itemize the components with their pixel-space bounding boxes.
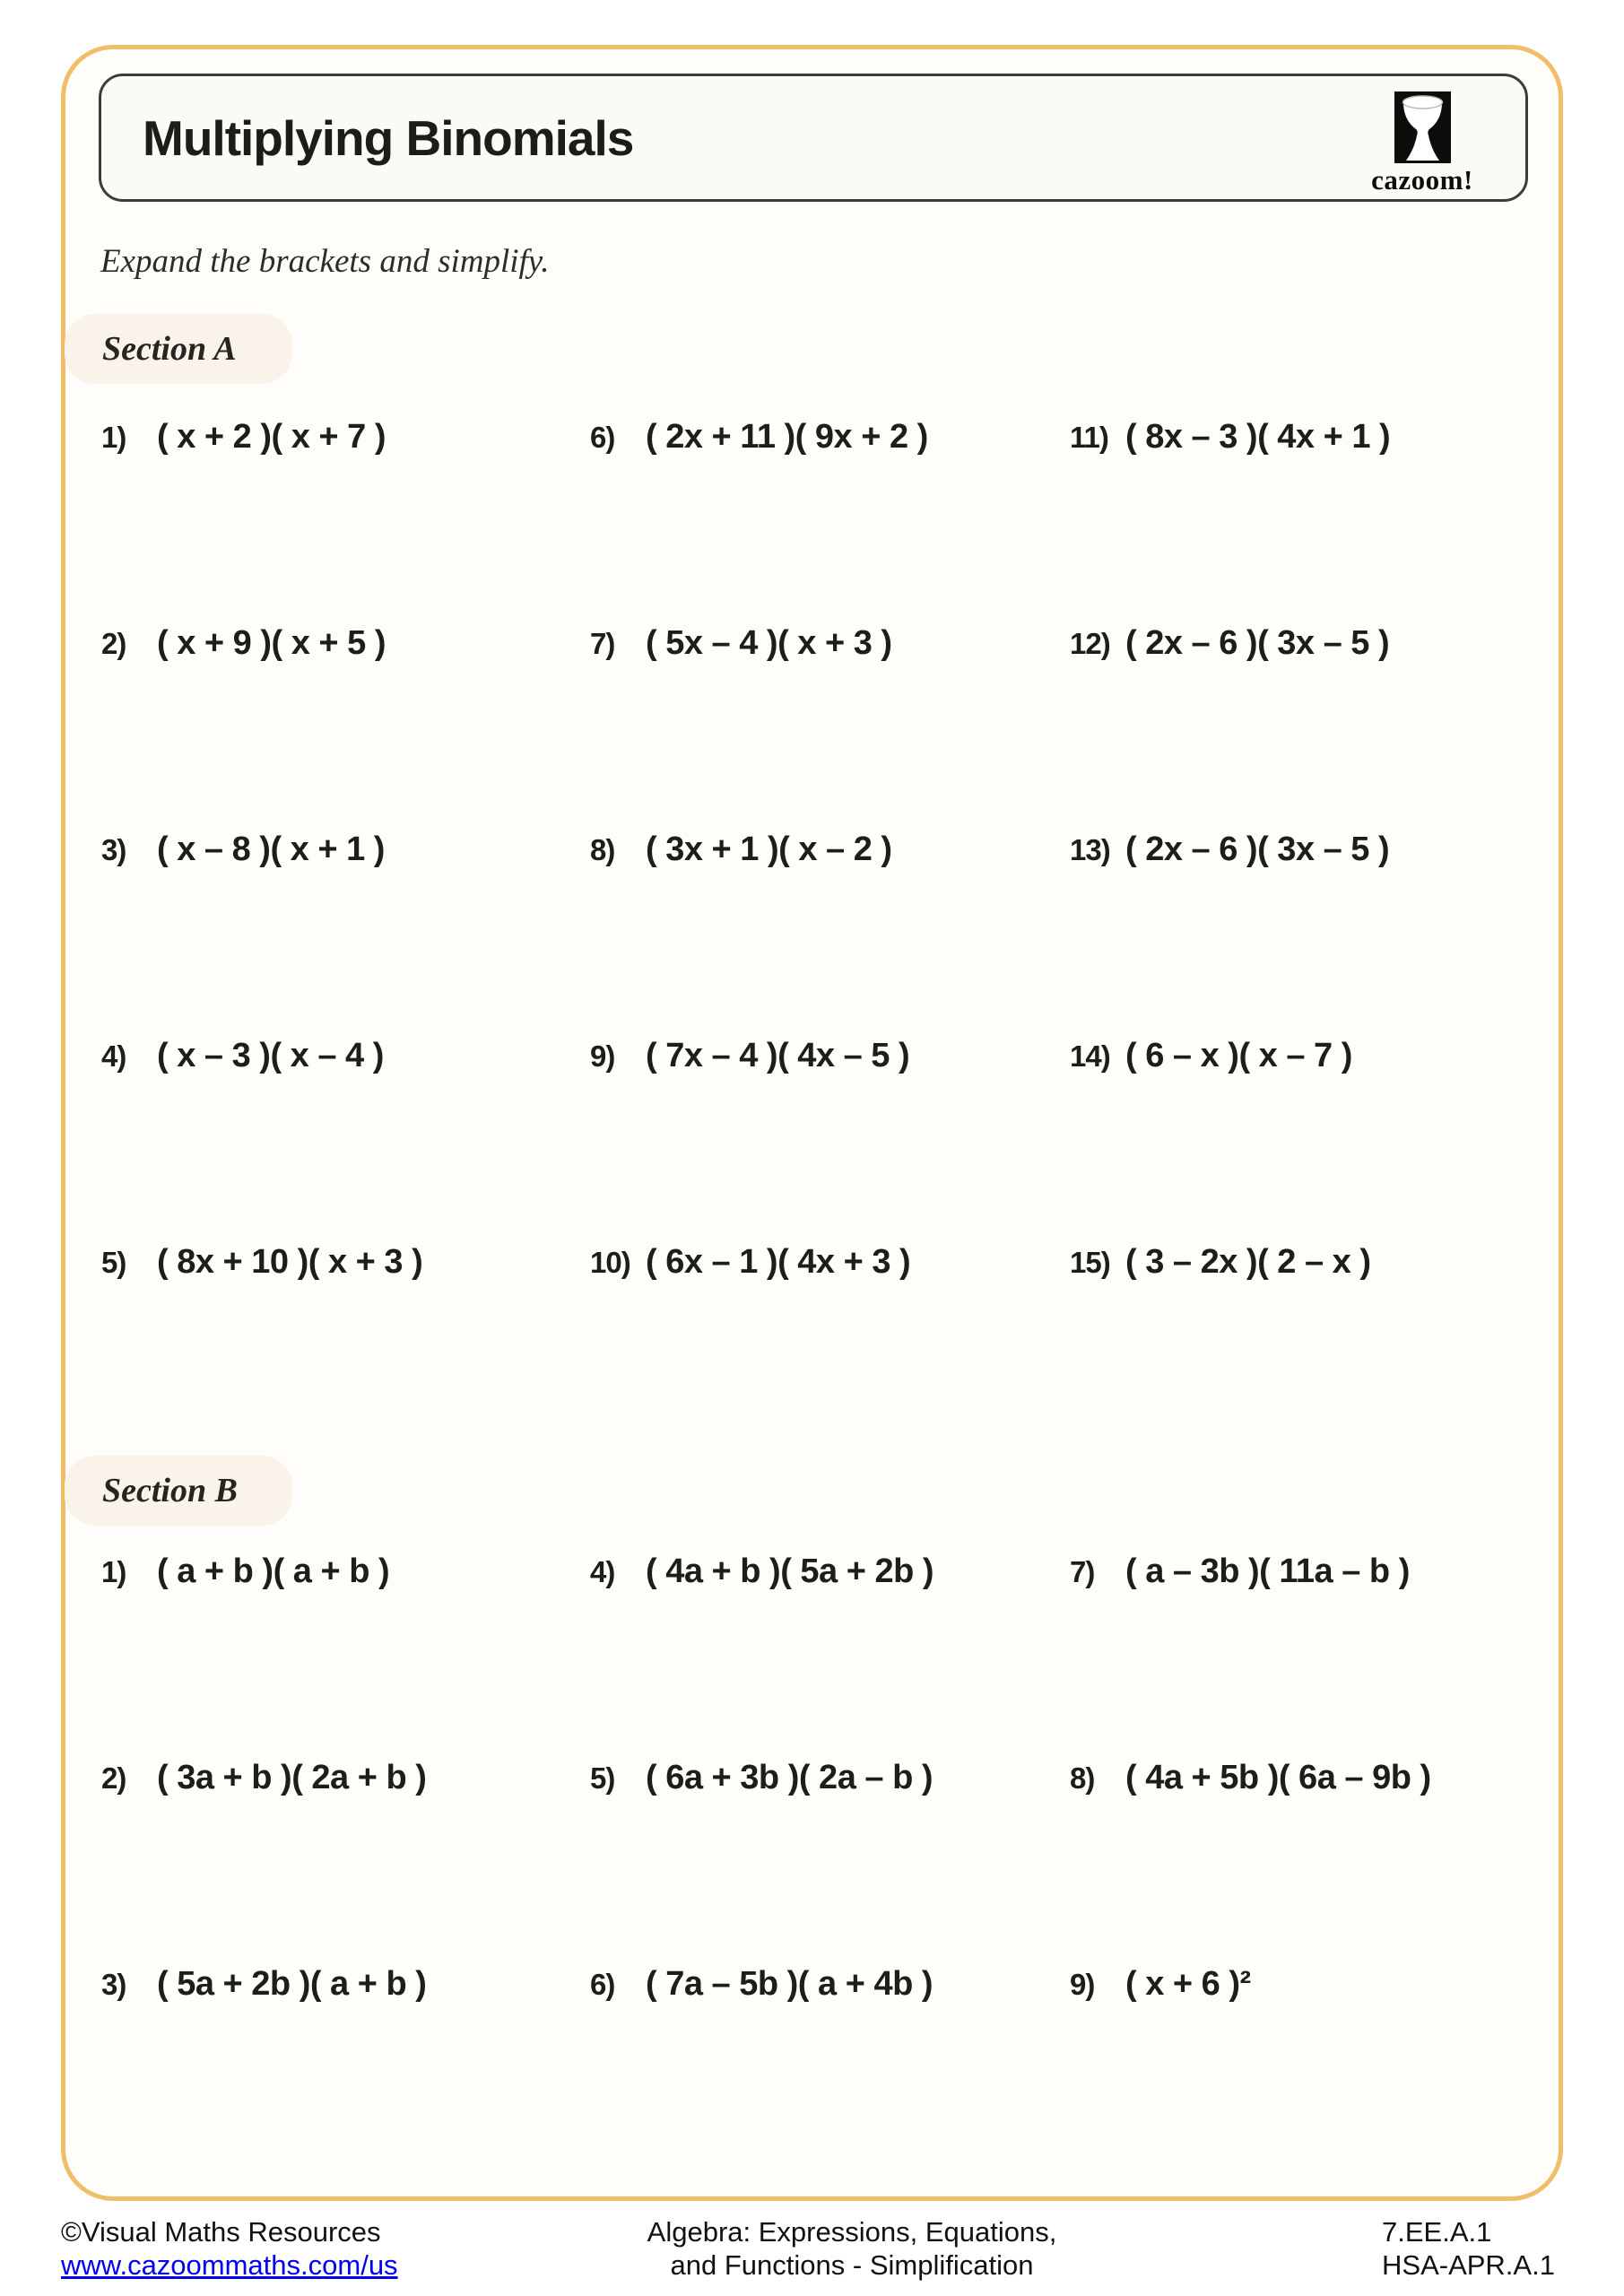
problem-expression: ( a – 3b )( 11a – b ) [1125,1552,1410,1590]
problem-a11 [1029,405,1563,612]
problem-expression: ( x + 9 )( x + 5 ) [157,624,386,662]
problem-number: 6) [590,421,615,454]
footer-topic [538,2215,1166,2282]
problem-number: 4) [590,1555,615,1588]
problem-b2 [61,1746,550,1952]
problem-number: 4) [101,1039,126,1073]
problem-expression: ( 2x – 6 )( 3x – 5 ) [1125,624,1390,662]
footer-attribution [61,2215,398,2282]
problem-expression: ( x – 8 )( x + 1 ) [157,831,385,868]
problem-a1 [61,405,550,612]
problem-a5 [61,1231,550,1437]
problem-expression: ( 7x – 4 )( 4x – 5 ) [646,1037,910,1074]
footer-standards [1382,2215,1555,2282]
problem-expression: ( x – 3 )( x – 4 ) [157,1037,384,1074]
problem-b4 [550,1540,1029,1746]
problem-number: 8) [1070,1761,1095,1795]
problem-a3 [61,818,550,1024]
problem-a2 [61,612,550,818]
section-a-header [65,314,292,384]
cazoom-logo-text: cazoom! [1371,164,1473,196]
problem-number: 3) [101,1968,126,2001]
djembe-drum-icon [1394,91,1451,163]
problem-number: 1) [101,421,126,454]
problem-number: 13) [1070,833,1110,866]
topic-line-1: Algebra: Expressions, Equations, [647,2216,1057,2248]
problem-b9 [1029,1952,1563,2159]
section-a-label: Section A [102,330,237,368]
standard-code-2: HSA-APR.A.1 [1382,2249,1555,2281]
problem-b1 [61,1540,550,1746]
problem-number: 12) [1070,627,1110,660]
worksheet-instruction: Expand the brackets and simplify. [100,243,550,280]
problem-expression: ( 5a + 2b )( a + b ) [157,1965,427,2003]
problem-expression: ( 8x – 3 )( 4x + 1 ) [1125,418,1391,456]
problem-b7 [1029,1540,1563,1746]
problem-expression: ( x + 6 )² [1125,1965,1251,2003]
problem-expression: ( 6a + 3b )( 2a – b ) [646,1759,933,1796]
section-b-label: Section B [102,1472,238,1509]
problem-number: 2) [101,627,126,660]
problem-expression: ( 6x – 1 )( 4x + 3 ) [646,1243,911,1281]
problem-expression: ( 3a + b )( 2a + b ) [157,1759,427,1796]
problem-number: 14) [1070,1039,1110,1073]
problem-a9 [550,1024,1029,1231]
problem-number: 7) [1070,1555,1095,1588]
problem-b6 [550,1952,1029,2159]
problem-number: 5) [101,1246,126,1279]
problem-b8 [1029,1746,1563,1952]
cazoommaths-link[interactable]: www.cazoommaths.com/us [61,2249,398,2281]
problem-a8 [550,818,1029,1024]
problem-a13 [1029,818,1563,1024]
problem-a4 [61,1024,550,1231]
problem-a7 [550,612,1029,818]
problem-b5 [550,1746,1029,1952]
problem-number: 2) [101,1761,126,1795]
problem-b3 [61,1952,550,2159]
problem-number: 6) [590,1968,615,2001]
problem-a10 [550,1231,1029,1437]
section-b-header [65,1456,292,1526]
problem-expression: ( 5x – 4 )( x + 3 ) [646,624,892,662]
problem-expression: ( 3 – 2x )( 2 – x ) [1125,1243,1371,1281]
problem-number: 8) [590,833,615,866]
problem-number: 7) [590,627,615,660]
page-title: Multiplying Binomials [143,109,634,166]
problem-a15 [1029,1231,1563,1437]
problem-expression: ( 7a – 5b )( a + 4b ) [646,1965,933,2003]
problem-number: 5) [590,1761,615,1795]
problem-number: 9) [1070,1968,1095,2001]
section-b-problems [61,1540,1563,2159]
problem-expression: ( 3x + 1 )( x – 2 ) [646,831,892,868]
problem-number: 1) [101,1555,126,1588]
problem-number: 10) [590,1246,630,1279]
problem-number: 15) [1070,1246,1110,1279]
problem-expression: ( 2x + 11 )( 9x + 2 ) [646,418,928,456]
problem-expression: ( 2x – 6 )( 3x – 5 ) [1125,831,1390,868]
problem-expression: ( 8x + 10 )( x + 3 ) [157,1243,423,1281]
problem-expression: ( 4a + 5b )( 6a – 9b ) [1125,1759,1431,1796]
problem-a6 [550,405,1029,612]
problem-a12 [1029,612,1563,818]
problem-number: 9) [590,1039,615,1073]
section-a-problems [61,405,1563,1437]
problem-number: 3) [101,833,126,866]
standard-code-1: 7.EE.A.1 [1382,2216,1492,2248]
title-box [99,74,1528,202]
problem-expression: ( a + b )( a + b ) [157,1552,390,1590]
problem-expression: ( 4a + b )( 5a + 2b ) [646,1552,934,1590]
topic-line-2: and Functions - Simplification [670,2249,1034,2281]
problem-a14 [1029,1024,1563,1231]
problem-expression: ( x + 2 )( x + 7 ) [157,418,386,456]
problem-number: 11) [1070,421,1108,454]
copyright-text: ©Visual Maths Resources [61,2216,381,2248]
cazoom-logo [1355,91,1489,196]
problem-expression: ( 6 – x )( x – 7 ) [1125,1037,1352,1074]
